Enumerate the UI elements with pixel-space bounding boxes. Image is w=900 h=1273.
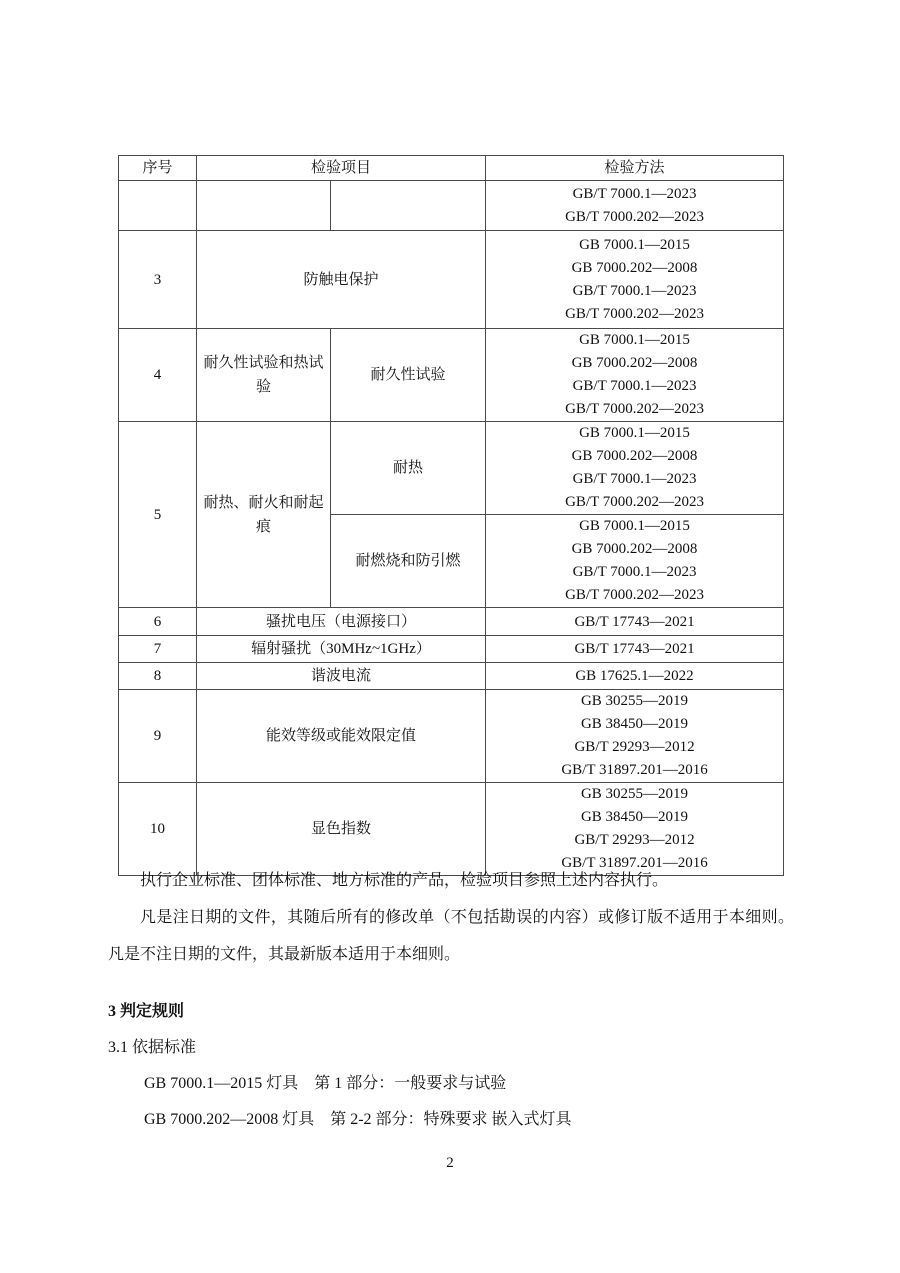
cell-no: 3	[119, 231, 197, 329]
table-row-6	[119, 608, 784, 636]
cell-item: 能效等级或能效限定值	[197, 690, 486, 783]
method-line: GB 7000.202—2008	[571, 259, 698, 276]
section-sub-heading: 3.1 依据标准	[108, 1039, 197, 1056]
standard-reference: GB 7000.1—2015 灯具 第 1 部分：一般要求与试验	[144, 1075, 507, 1092]
method-line: GB/T 7000.202—2023	[565, 208, 704, 225]
table-header-row	[119, 156, 784, 181]
method-line: GB/T 31897.201—2016	[561, 855, 708, 871]
section-judgement-rules	[108, 994, 794, 1138]
cell-subitem-empty	[331, 181, 486, 231]
header-method: 检验方法	[486, 156, 784, 181]
header-item: 检验项目	[197, 156, 486, 181]
cell-no: 8	[119, 663, 197, 690]
paragraph-execution-note: 执行企业标准、团体标准、地方标准的产品，检验项目参照上述内容执行。	[140, 872, 669, 889]
cell-no-empty	[119, 181, 197, 231]
cell-item: 骚扰电压（电源接口）	[197, 608, 486, 636]
method-line: GB/T 29293—2012	[574, 739, 695, 755]
cell-no: 7	[119, 636, 197, 663]
cell-subitem: 耐久性试验	[331, 329, 486, 422]
method-line: GB 7000.1—2015	[579, 332, 690, 348]
method-line: GB 7000.202—2008	[571, 448, 698, 464]
section-heading: 3 判定规则	[108, 1003, 185, 1020]
method-line: GB/T 7000.1—2023	[572, 185, 697, 202]
method-line: GB/T 7000.202—2023	[565, 305, 704, 322]
cell-item-empty	[197, 181, 331, 231]
table-row-9	[119, 690, 784, 783]
table-row-7	[119, 636, 784, 663]
method-line: GB/T 29293—2012	[574, 832, 695, 848]
method-line: GB/T 7000.1—2023	[572, 471, 697, 487]
table-row-continuation	[119, 181, 784, 231]
cell-methods	[486, 422, 784, 515]
method-line: GB 30255—2019	[580, 693, 689, 709]
cell-subitem: 耐燃烧和防引燃	[331, 515, 486, 608]
cell-methods	[486, 690, 784, 783]
cell-method: GB 17625.1—2022	[486, 663, 784, 690]
method-line: GB 30255—2019	[580, 786, 689, 802]
method-line: GB/T 7000.1—2023	[572, 282, 697, 299]
cell-methods	[486, 231, 784, 329]
method-line: GB/T 7000.202—2023	[565, 401, 704, 417]
cell-item: 耐热、耐火和耐起痕	[197, 422, 331, 608]
method-line: GB/T 7000.1—2023	[572, 564, 697, 580]
cell-item: 显色指数	[197, 783, 486, 876]
cell-methods	[486, 515, 784, 608]
cell-subitem: 耐热	[331, 422, 486, 515]
method-line: GB 7000.1—2015	[579, 425, 690, 441]
cell-method: GB/T 17743—2021	[486, 608, 784, 636]
method-line: GB 7000.202—2008	[571, 355, 698, 371]
standard-reference: GB 7000.202—2008 灯具 第 2-2 部分：特殊要求 嵌入式灯具	[144, 1111, 572, 1128]
method-line: GB 7000.1—2015	[579, 518, 690, 534]
cell-item: 耐久性试验和热试验	[197, 329, 331, 422]
method-line: GB 7000.1—2015	[579, 236, 690, 253]
cell-item: 辐射骚扰（30MHz~1GHz）	[197, 636, 486, 663]
page-number: 2	[446, 1155, 454, 1171]
cell-method: GB/T 17743—2021	[486, 636, 784, 663]
table-row-3	[119, 231, 784, 329]
cell-no: 10	[119, 783, 197, 876]
method-line: GB 7000.202—2008	[571, 541, 698, 557]
cell-methods	[486, 329, 784, 422]
header-no: 序号	[119, 156, 197, 181]
table-row-8	[119, 663, 784, 690]
method-line: GB 38450—2019	[580, 716, 689, 732]
method-line: GB/T 7000.1—2023	[572, 378, 697, 394]
body-paragraphs	[108, 862, 794, 973]
method-line: GB/T 7000.202—2023	[565, 494, 704, 510]
cell-methods	[486, 181, 784, 231]
method-line: GB 38450—2019	[580, 809, 689, 825]
cell-no: 5	[119, 422, 197, 608]
cell-no: 9	[119, 690, 197, 783]
cell-no: 4	[119, 329, 197, 422]
paragraph-dated-documents-note: 凡是注日期的文件，其随后所有的修改单（不包括勘误的内容）或修订版不适用于本细则。凡是不注日期的文件，其最新版本适用于本细则。	[108, 909, 794, 963]
table-row-5a	[119, 422, 784, 515]
cell-item: 谐波电流	[197, 663, 486, 690]
cell-item: 防触电保护	[197, 231, 486, 329]
method-line: GB/T 7000.202—2023	[565, 587, 704, 603]
table-row-4	[119, 329, 784, 422]
cell-no: 6	[119, 608, 197, 636]
inspection-table	[118, 155, 784, 876]
method-line: GB/T 31897.201—2016	[561, 762, 708, 778]
